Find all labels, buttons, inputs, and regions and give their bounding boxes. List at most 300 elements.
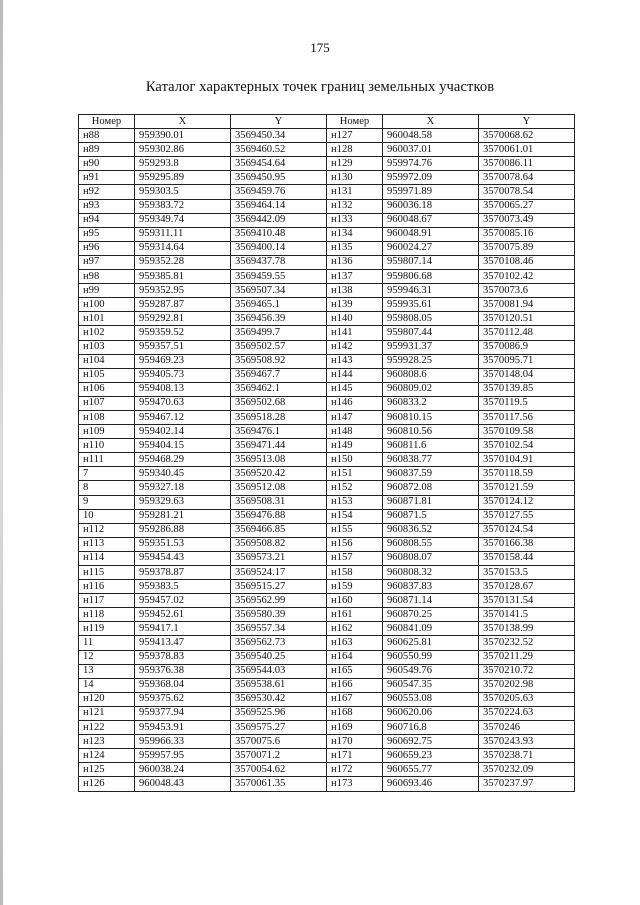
- x-coordinate-cell: 959470.63: [135, 396, 231, 410]
- x-coordinate-cell: 960553.08: [383, 692, 479, 706]
- x-coordinate-cell: 960836.52: [383, 523, 479, 537]
- point-number-cell: н145: [327, 382, 383, 396]
- x-coordinate-cell: 959402.14: [135, 425, 231, 439]
- table-row: [79, 664, 575, 678]
- point-number-cell: н154: [327, 509, 383, 523]
- y-coordinate-cell: 3570243.93: [479, 735, 575, 749]
- table-row: [79, 636, 575, 650]
- x-coordinate-cell: 959454.43: [135, 551, 231, 565]
- x-coordinate-cell: 960037.01: [383, 143, 479, 157]
- point-number-cell: н163: [327, 636, 383, 650]
- x-coordinate-cell: 960716.8: [383, 721, 479, 735]
- point-number-cell: н172: [327, 763, 383, 777]
- y-coordinate-cell: 3569442.09: [231, 213, 327, 227]
- point-number-cell: н168: [327, 706, 383, 720]
- y-coordinate-cell: 3569538.61: [231, 678, 327, 692]
- table-row: [79, 270, 575, 284]
- x-coordinate-cell: 959417.1: [135, 622, 231, 636]
- y-coordinate-cell: 3569580.39: [231, 608, 327, 622]
- y-coordinate-cell: 3570211.29: [479, 650, 575, 664]
- y-coordinate-cell: 3569466.85: [231, 523, 327, 537]
- x-coordinate-cell: 960833.2: [383, 396, 479, 410]
- point-number-cell: н117: [79, 594, 135, 608]
- y-coordinate-cell: 3570078.54: [479, 185, 575, 199]
- y-coordinate-cell: 3570078.64: [479, 171, 575, 185]
- x-coordinate-cell: 960809.02: [383, 382, 479, 396]
- point-number-cell: н165: [327, 664, 383, 678]
- point-number-cell: н166: [327, 678, 383, 692]
- table-row: [79, 523, 575, 537]
- table-row: [79, 143, 575, 157]
- header-number-left: Номер: [79, 115, 135, 129]
- y-coordinate-cell: 3569573.21: [231, 551, 327, 565]
- x-coordinate-cell: 960620.06: [383, 706, 479, 720]
- header-y-right: Y: [479, 115, 575, 129]
- point-number-cell: н94: [79, 213, 135, 227]
- y-coordinate-cell: 3569502.57: [231, 340, 327, 354]
- point-number-cell: 13: [79, 664, 135, 678]
- y-coordinate-cell: 3569562.73: [231, 636, 327, 650]
- x-coordinate-cell: 959292.81: [135, 312, 231, 326]
- point-number-cell: н127: [327, 129, 383, 143]
- x-coordinate-cell: 960692.75: [383, 735, 479, 749]
- y-coordinate-cell: 3569575.27: [231, 721, 327, 735]
- x-coordinate-cell: 960024.27: [383, 241, 479, 255]
- table-row: [79, 509, 575, 523]
- x-coordinate-cell: 959957.95: [135, 749, 231, 763]
- point-number-cell: н136: [327, 255, 383, 269]
- x-coordinate-cell: 959302.86: [135, 143, 231, 157]
- x-coordinate-cell: 959971.89: [383, 185, 479, 199]
- y-coordinate-cell: 3569499.7: [231, 326, 327, 340]
- table-row: [79, 453, 575, 467]
- point-number-cell: н104: [79, 354, 135, 368]
- x-coordinate-cell: 959383.72: [135, 199, 231, 213]
- table-row: [79, 425, 575, 439]
- table-row: [79, 622, 575, 636]
- x-coordinate-cell: 959467.12: [135, 410, 231, 424]
- x-coordinate-cell: 960870.25: [383, 608, 479, 622]
- y-coordinate-cell: 3570128.67: [479, 580, 575, 594]
- x-coordinate-cell: 960808.6: [383, 368, 479, 382]
- point-number-cell: н138: [327, 284, 383, 298]
- point-number-cell: н96: [79, 241, 135, 255]
- point-number-cell: н139: [327, 298, 383, 312]
- table-row: [79, 129, 575, 143]
- table-row: [79, 227, 575, 241]
- x-coordinate-cell: 959303.5: [135, 185, 231, 199]
- point-number-cell: н110: [79, 439, 135, 453]
- table-row: [79, 410, 575, 424]
- point-number-cell: н142: [327, 340, 383, 354]
- y-coordinate-cell: 3570118.59: [479, 467, 575, 481]
- point-number-cell: н135: [327, 241, 383, 255]
- x-coordinate-cell: 959295.89: [135, 171, 231, 185]
- table-row: [79, 396, 575, 410]
- x-coordinate-cell: 959352.95: [135, 284, 231, 298]
- x-coordinate-cell: 959281.21: [135, 509, 231, 523]
- table-row: [79, 157, 575, 171]
- x-coordinate-cell: 959408.13: [135, 382, 231, 396]
- x-coordinate-cell: 960808.55: [383, 537, 479, 551]
- point-number-cell: н146: [327, 396, 383, 410]
- header-number-right: Номер: [327, 115, 383, 129]
- x-coordinate-cell: 960048.43: [135, 777, 231, 791]
- y-coordinate-cell: 3570124.54: [479, 523, 575, 537]
- y-coordinate-cell: 3570224.63: [479, 706, 575, 720]
- point-number-cell: н115: [79, 566, 135, 580]
- point-number-cell: н128: [327, 143, 383, 157]
- x-coordinate-cell: 959351.53: [135, 537, 231, 551]
- table-row: [79, 749, 575, 763]
- point-number-cell: н141: [327, 326, 383, 340]
- x-coordinate-cell: 960547.35: [383, 678, 479, 692]
- point-number-cell: н103: [79, 340, 135, 354]
- y-coordinate-cell: 3569476.88: [231, 509, 327, 523]
- x-coordinate-cell: 959469.23: [135, 354, 231, 368]
- y-coordinate-cell: 3569507.34: [231, 284, 327, 298]
- x-coordinate-cell: 960841.09: [383, 622, 479, 636]
- point-number-cell: 10: [79, 509, 135, 523]
- header-x-left: X: [135, 115, 231, 129]
- point-number-cell: н118: [79, 608, 135, 622]
- point-number-cell: 7: [79, 467, 135, 481]
- x-coordinate-cell: 959352.28: [135, 255, 231, 269]
- point-number-cell: н108: [79, 410, 135, 424]
- x-coordinate-cell: 959377.94: [135, 706, 231, 720]
- table-row: [79, 650, 575, 664]
- x-coordinate-cell: 959340.45: [135, 467, 231, 481]
- x-coordinate-cell: 959404.15: [135, 439, 231, 453]
- y-coordinate-cell: 3569464.14: [231, 199, 327, 213]
- table-row: [79, 171, 575, 185]
- y-coordinate-cell: 3569400.14: [231, 241, 327, 255]
- y-coordinate-cell: 3569525.96: [231, 706, 327, 720]
- y-coordinate-cell: 3570095.71: [479, 354, 575, 368]
- y-coordinate-cell: 3569502.68: [231, 396, 327, 410]
- x-coordinate-cell: 959293.8: [135, 157, 231, 171]
- x-coordinate-cell: 959327.18: [135, 481, 231, 495]
- y-coordinate-cell: 3570108.46: [479, 255, 575, 269]
- y-coordinate-cell: 3569515.27: [231, 580, 327, 594]
- point-number-cell: н134: [327, 227, 383, 241]
- header-y-left: Y: [231, 115, 327, 129]
- y-coordinate-cell: 3570065.27: [479, 199, 575, 213]
- x-coordinate-cell: 959329.63: [135, 495, 231, 509]
- point-number-cell: н113: [79, 537, 135, 551]
- y-coordinate-cell: 3570109.58: [479, 425, 575, 439]
- y-coordinate-cell: 3570102.42: [479, 270, 575, 284]
- point-number-cell: н161: [327, 608, 383, 622]
- y-coordinate-cell: 3570158.44: [479, 551, 575, 565]
- y-coordinate-cell: 3570232.52: [479, 636, 575, 650]
- table-row: [79, 777, 575, 791]
- x-coordinate-cell: 959287.87: [135, 298, 231, 312]
- table-row: [79, 199, 575, 213]
- y-coordinate-cell: 3570085.16: [479, 227, 575, 241]
- table-row: [79, 298, 575, 312]
- point-number-cell: н167: [327, 692, 383, 706]
- table-row: [79, 354, 575, 368]
- y-coordinate-cell: 3570127.55: [479, 509, 575, 523]
- point-number-cell: н111: [79, 453, 135, 467]
- x-coordinate-cell: 959808.05: [383, 312, 479, 326]
- point-number-cell: н126: [79, 777, 135, 791]
- x-coordinate-cell: 959311.11: [135, 227, 231, 241]
- point-number-cell: н99: [79, 284, 135, 298]
- y-coordinate-cell: 3569562.99: [231, 594, 327, 608]
- x-coordinate-cell: 959349.74: [135, 213, 231, 227]
- x-coordinate-cell: 959314.64: [135, 241, 231, 255]
- x-coordinate-cell: 959385.81: [135, 270, 231, 284]
- y-coordinate-cell: 3570061.35: [231, 777, 327, 791]
- x-coordinate-cell: 960048.58: [383, 129, 479, 143]
- point-number-cell: 9: [79, 495, 135, 509]
- point-number-cell: н124: [79, 749, 135, 763]
- point-number-cell: н106: [79, 382, 135, 396]
- y-coordinate-cell: 3569512.08: [231, 481, 327, 495]
- point-number-cell: н152: [327, 481, 383, 495]
- point-number-cell: н151: [327, 467, 383, 481]
- y-coordinate-cell: 3570068.62: [479, 129, 575, 143]
- y-coordinate-cell: 3569520.42: [231, 467, 327, 481]
- header-x-right: X: [383, 115, 479, 129]
- table-row: [79, 537, 575, 551]
- point-number-cell: н88: [79, 129, 135, 143]
- x-coordinate-cell: 960871.5: [383, 509, 479, 523]
- x-coordinate-cell: 959457.02: [135, 594, 231, 608]
- table-row: [79, 594, 575, 608]
- x-coordinate-cell: 959359.52: [135, 326, 231, 340]
- table-row: [79, 721, 575, 735]
- x-coordinate-cell: 960837.83: [383, 580, 479, 594]
- y-coordinate-cell: 3569437.78: [231, 255, 327, 269]
- y-coordinate-cell: 3569540.25: [231, 650, 327, 664]
- y-coordinate-cell: 3570139.85: [479, 382, 575, 396]
- table-row: [79, 580, 575, 594]
- table-row: [79, 340, 575, 354]
- y-coordinate-cell: 3570117.56: [479, 410, 575, 424]
- y-coordinate-cell: 3570081.94: [479, 298, 575, 312]
- x-coordinate-cell: 959468.29: [135, 453, 231, 467]
- point-number-cell: н137: [327, 270, 383, 284]
- table-body: [79, 129, 575, 791]
- y-coordinate-cell: 3570073.49: [479, 213, 575, 227]
- table-row: [79, 368, 575, 382]
- y-coordinate-cell: 3570112.48: [479, 326, 575, 340]
- x-coordinate-cell: 960811.6: [383, 439, 479, 453]
- point-number-cell: н97: [79, 255, 135, 269]
- x-coordinate-cell: 960550.99: [383, 650, 479, 664]
- table-header-row: [79, 115, 575, 129]
- table-row: [79, 439, 575, 453]
- point-number-cell: н131: [327, 185, 383, 199]
- x-coordinate-cell: 960837.59: [383, 467, 479, 481]
- point-number-cell: 14: [79, 678, 135, 692]
- y-coordinate-cell: 3569456.39: [231, 312, 327, 326]
- point-number-cell: н98: [79, 270, 135, 284]
- x-coordinate-cell: 960693.46: [383, 777, 479, 791]
- y-coordinate-cell: 3570232.09: [479, 763, 575, 777]
- y-coordinate-cell: 3570202.98: [479, 678, 575, 692]
- table-row: [79, 735, 575, 749]
- table-row: [79, 284, 575, 298]
- y-coordinate-cell: 3570120.51: [479, 312, 575, 326]
- point-number-cell: н102: [79, 326, 135, 340]
- point-number-cell: н121: [79, 706, 135, 720]
- point-number-cell: н107: [79, 396, 135, 410]
- table-row: [79, 551, 575, 565]
- y-coordinate-cell: 3569459.76: [231, 185, 327, 199]
- table-row: [79, 241, 575, 255]
- y-coordinate-cell: 3570121.59: [479, 481, 575, 495]
- x-coordinate-cell: 960659.23: [383, 749, 479, 763]
- y-coordinate-cell: 3570075.89: [479, 241, 575, 255]
- x-coordinate-cell: 960838.77: [383, 453, 479, 467]
- y-coordinate-cell: 3569465.1: [231, 298, 327, 312]
- x-coordinate-cell: 959378.87: [135, 566, 231, 580]
- y-coordinate-cell: 3569508.82: [231, 537, 327, 551]
- y-coordinate-cell: 3570054.62: [231, 763, 327, 777]
- x-coordinate-cell: 959390.01: [135, 129, 231, 143]
- x-coordinate-cell: 959413.47: [135, 636, 231, 650]
- x-coordinate-cell: 959378.83: [135, 650, 231, 664]
- y-coordinate-cell: 3570102.54: [479, 439, 575, 453]
- point-number-cell: н158: [327, 566, 383, 580]
- x-coordinate-cell: 960871.14: [383, 594, 479, 608]
- y-coordinate-cell: 3569544.03: [231, 664, 327, 678]
- y-coordinate-cell: 3570153.5: [479, 566, 575, 580]
- y-coordinate-cell: 3569471.44: [231, 439, 327, 453]
- point-number-cell: н91: [79, 171, 135, 185]
- point-number-cell: н160: [327, 594, 383, 608]
- point-number-cell: н162: [327, 622, 383, 636]
- point-number-cell: н89: [79, 143, 135, 157]
- point-number-cell: н133: [327, 213, 383, 227]
- point-number-cell: н90: [79, 157, 135, 171]
- page-number: 175: [310, 40, 330, 55]
- x-coordinate-cell: 960871.81: [383, 495, 479, 509]
- x-coordinate-cell: 959405.73: [135, 368, 231, 382]
- point-number-cell: н93: [79, 199, 135, 213]
- x-coordinate-cell: 959375.62: [135, 692, 231, 706]
- y-coordinate-cell: 3570246: [479, 721, 575, 735]
- y-coordinate-cell: 3570237.97: [479, 777, 575, 791]
- point-number-cell: н122: [79, 721, 135, 735]
- y-coordinate-cell: 3569557.34: [231, 622, 327, 636]
- table-row: [79, 495, 575, 509]
- point-number-cell: н119: [79, 622, 135, 636]
- y-coordinate-cell: 3569467.7: [231, 368, 327, 382]
- x-coordinate-cell: 960810.15: [383, 410, 479, 424]
- x-coordinate-cell: 960048.67: [383, 213, 479, 227]
- point-number-cell: н95: [79, 227, 135, 241]
- y-coordinate-cell: 3570148.04: [479, 368, 575, 382]
- point-number-cell: н147: [327, 410, 383, 424]
- y-coordinate-cell: 3570131.54: [479, 594, 575, 608]
- point-number-cell: н150: [327, 453, 383, 467]
- point-number-cell: н164: [327, 650, 383, 664]
- x-coordinate-cell: 959931.37: [383, 340, 479, 354]
- point-number-cell: н140: [327, 312, 383, 326]
- point-number-cell: н156: [327, 537, 383, 551]
- x-coordinate-cell: 960038.24: [135, 763, 231, 777]
- y-coordinate-cell: 3569450.95: [231, 171, 327, 185]
- x-coordinate-cell: 960655.77: [383, 763, 479, 777]
- x-coordinate-cell: 959376.38: [135, 664, 231, 678]
- x-coordinate-cell: 960036.18: [383, 199, 479, 213]
- y-coordinate-cell: 3570238.71: [479, 749, 575, 763]
- y-coordinate-cell: 3569476.1: [231, 425, 327, 439]
- table-row: [79, 326, 575, 340]
- table-row: [79, 312, 575, 326]
- table-row: [79, 481, 575, 495]
- table-row: [79, 255, 575, 269]
- y-coordinate-cell: 3570061.01: [479, 143, 575, 157]
- point-number-cell: н159: [327, 580, 383, 594]
- point-number-cell: н100: [79, 298, 135, 312]
- y-coordinate-cell: 3569508.92: [231, 354, 327, 368]
- y-coordinate-cell: 3569459.55: [231, 270, 327, 284]
- table-row: [79, 706, 575, 720]
- y-coordinate-cell: 3570166.38: [479, 537, 575, 551]
- point-number-cell: н144: [327, 368, 383, 382]
- y-coordinate-cell: 3569524.17: [231, 566, 327, 580]
- x-coordinate-cell: 959452.61: [135, 608, 231, 622]
- point-number-cell: н149: [327, 439, 383, 453]
- y-coordinate-cell: 3570086.9: [479, 340, 575, 354]
- y-coordinate-cell: 3569518.28: [231, 410, 327, 424]
- table-row: [79, 566, 575, 580]
- point-number-cell: н92: [79, 185, 135, 199]
- x-coordinate-cell: 959972.09: [383, 171, 479, 185]
- point-number-cell: 8: [79, 481, 135, 495]
- x-coordinate-cell: 959286.88: [135, 523, 231, 537]
- y-coordinate-cell: 3569410.48: [231, 227, 327, 241]
- x-coordinate-cell: 959357.51: [135, 340, 231, 354]
- x-coordinate-cell: 959935.61: [383, 298, 479, 312]
- y-coordinate-cell: 3569454.64: [231, 157, 327, 171]
- point-number-cell: н105: [79, 368, 135, 382]
- table-row: [79, 213, 575, 227]
- table-row: [79, 185, 575, 199]
- page-title: Каталог характерных точек границ земельных участков: [145, 79, 495, 95]
- point-number-cell: н155: [327, 523, 383, 537]
- y-coordinate-cell: 3570210.72: [479, 664, 575, 678]
- point-number-cell: н153: [327, 495, 383, 509]
- x-coordinate-cell: 959807.14: [383, 255, 479, 269]
- table-row: [79, 763, 575, 777]
- point-number-cell: н120: [79, 692, 135, 706]
- point-number-cell: н129: [327, 157, 383, 171]
- point-number-cell: н116: [79, 580, 135, 594]
- y-coordinate-cell: 3569460.52: [231, 143, 327, 157]
- x-coordinate-cell: 959946.31: [383, 284, 479, 298]
- point-number-cell: н148: [327, 425, 383, 439]
- y-coordinate-cell: 3570075.6: [231, 735, 327, 749]
- x-coordinate-cell: 959453.91: [135, 721, 231, 735]
- point-number-cell: н112: [79, 523, 135, 537]
- y-coordinate-cell: 3570073.6: [479, 284, 575, 298]
- y-coordinate-cell: 3570124.12: [479, 495, 575, 509]
- x-coordinate-cell: 959368.04: [135, 678, 231, 692]
- table-row: [79, 382, 575, 396]
- point-number-cell: н130: [327, 171, 383, 185]
- page-edge: [0, 0, 3, 905]
- y-coordinate-cell: 3569513.08: [231, 453, 327, 467]
- y-coordinate-cell: 3570205.63: [479, 692, 575, 706]
- x-coordinate-cell: 959974.76: [383, 157, 479, 171]
